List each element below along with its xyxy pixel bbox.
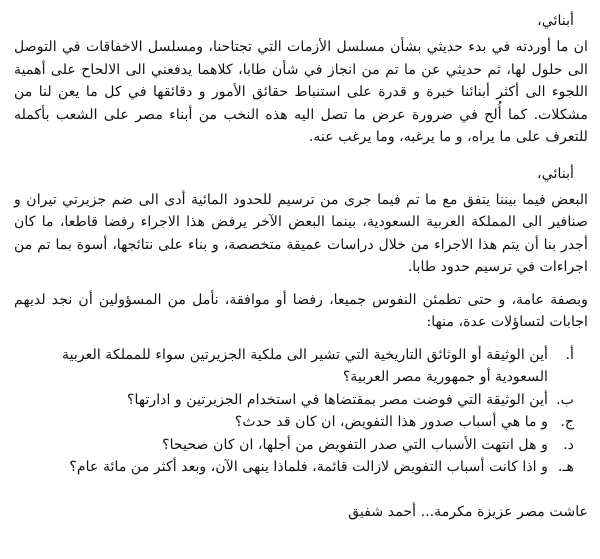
question-item [14, 411, 574, 434]
question-marker: هـ. [557, 459, 574, 475]
salutation-first: أبنائي، [537, 13, 574, 29]
question-item [14, 344, 574, 389]
salutation-second: أبنائي، [537, 165, 574, 182]
question-text: أين الوثيقة التي فوضت مصر بمقتضاها في استخدام الجزيرتين و ادارتها؟ [127, 391, 548, 408]
signature-line: عاشت مصر عزيزة مكرمة... أحمد شفيق [348, 503, 588, 520]
question-item [14, 456, 574, 479]
question-marker: ج. [560, 414, 574, 430]
question-text: و اذا كانت أسباب التفويض لازالت قائمة، فلماذا ينهى الآن، وبعد أكثر من مائة عام؟ [69, 459, 548, 475]
paragraph-expertise: ان ما أوردته في بدء حديثي بشأن مسلسل الأزمات التي تجتاحنا، ومسلسل الاخفاقات في التوصل الى حلول لها، ثم حديثي عن ما تم من انجاز في شأن طابا، كلاهما يدفعني الى الالحاح على أهمية اللجوء الى أكثر أبنائنا خبرة و قدرة على استنباط حقائق الأمور و دقائقها في كل ما يعن لنا من مشكلات. كما أُلح في ضرورة عرض ما تصل اليه هذه النخب من أبناء مصر على الشعب بأكمله للتعرف على ما يراه، و ما يرغبه، وما يرغب عنه. [14, 39, 588, 145]
question-text: أين الوثيقة أو الوثائق التاريخية التي تشير الى ملكية الجزيرتين سواء للمملكة العربية السعودية أو جمهورية مصر العربية؟ [62, 346, 548, 385]
question-text: و ما هي أسباب صدور هذا التفويض، ان كان قد حدث؟ [234, 414, 548, 430]
question-text: و هل انتهت الأسباب التي صدر التفويض من أجلها، ان كان صحيحا؟ [162, 436, 548, 453]
question-marker: ب. [556, 391, 574, 408]
paragraph-questions-intro: وبصفة عامة، و حتى تطمئن النفوس جميعا، رفضا أو موافقة، نأمل من المسؤولين أن نجد لديهم اجابات لتساؤلات عدة، منها: [14, 291, 588, 330]
questions-list [14, 344, 588, 479]
question-item [14, 434, 574, 457]
question-marker: أ. [565, 346, 574, 363]
letter-page [14, 6, 588, 523]
question-marker: د. [563, 436, 574, 453]
question-item [14, 389, 574, 412]
paragraph-islands: البعض فيما بيننا يتفق مع ما تم فيما جرى من ترسيم للحدود المائية أدى الى ضم جزيرتي تيران و صنافير الى المملكة العربية السعودية، بينما البعض الآخر يرفض هذا الاجراء رفضا قاطعا، ما كان أجدر بنا أن يتم هذا الاجراء من خلال دراسات عميقة متخصصة، و بناء على نتائجها، أسوة بما تم من اجراءات في ترسيم حدود طابا. [14, 191, 588, 275]
